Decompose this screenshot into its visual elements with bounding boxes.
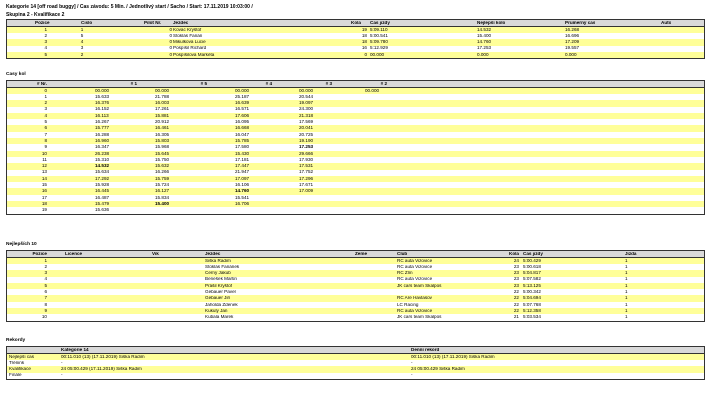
cell-lap-nr: 18 [41,201,47,206]
cell-best-3: Benešek Martin [205,277,237,282]
col-best-5: Club [397,251,408,256]
table-row [7,52,704,58]
cell-lap-time: 20.725 [299,132,314,137]
cell-rec-0: Kvalifikace [9,367,31,372]
cell-lap-time: 15.633 [95,94,110,99]
cell-best: 15.400 [477,33,492,38]
cell-lap-time: 26.238 [95,151,110,156]
cell-lap-nr: 0 [44,88,47,93]
best10-title: Nejlepších 10 [6,242,37,247]
cell-best-7: 5:04.817 [523,271,541,276]
cell-lap-time: 16.113 [95,113,109,118]
cell-best-8: 1 [625,308,628,313]
cell-lap-nr: 11 [42,157,47,162]
col-best-0: Pozice [32,251,47,256]
col-best-7: Cas jizdy [523,251,543,256]
cell-best-3: Cerný Jakub [205,271,231,276]
cell-lap-time: 15.634 [95,170,110,175]
cell-lap-nr: 3 [44,107,47,112]
col-cislo: Cislo [81,20,93,25]
cell-jezdec: Pospíšil Richard [173,46,207,51]
cell-lap-time: 15.430 [235,151,250,156]
cell-best-7: 5:00.342 [523,290,541,295]
col-best-3: Jezdec [205,251,221,256]
cell-avg: 17.209 [565,40,580,45]
cell-best-7: 5:04.694 [523,296,541,301]
cell-lap-time: 20.544 [299,94,314,99]
cell-best-3: Kukulý Jan [205,308,228,313]
cell-lap-time: 17.253 [299,145,314,150]
col-best-6: Kola [509,251,519,256]
cell-lap-time: 17.752 [299,170,314,175]
cell-cislo: 3 [80,46,84,51]
cell-jezdec: Stoklás Fanán [173,33,203,38]
col-rec-2: Denní rekord [411,347,440,352]
cell-lap-time: 14.760 [235,189,250,194]
cell-pozice: 2 [44,33,47,38]
cell-cas: 5:12.929 [370,46,388,51]
cell-lap-time: 15.968 [155,145,170,150]
cell-lap-time: 17.447 [235,164,250,169]
cell-rec-1: 00:11.010 (13) (17.11.2019) Šiška Radim [61,354,145,359]
cell-best-6: 23 [513,264,519,269]
cell-lap-time: 15.785 [235,138,250,143]
cell-lap-time: 00.000 [299,88,314,93]
cell-best: 0.000 [477,52,489,57]
cell-lap-time: 15.632 [155,164,170,169]
cell-best-8: 1 [625,290,628,295]
cell-best-7: 5:07.582 [523,277,541,282]
cell-lap-time: 15.636 [95,208,110,213]
cell-cislo: 2 [80,52,84,57]
cell-lap-nr: 16 [41,189,47,194]
cell-lap-time: 15.834 [155,195,170,200]
cell-pilot: 0 [169,33,172,38]
cell-best-5: RC Zlín [397,271,413,276]
cell-cas: 5:09.780 [370,40,388,45]
cell-best: 17.253 [477,46,492,51]
col-best-8: Jizda [625,251,637,256]
cell-rec-2: - [411,360,413,365]
cell-best-6: 22 [513,296,519,301]
cell-best: 14.760 [477,40,492,45]
best10-table [6,250,705,322]
cell-best-0: 10 [41,315,47,320]
cell-best-3: Stoklás Fanánek [205,264,240,269]
cell-best-0: 4 [44,277,47,282]
cell-lap-time: 15.645 [155,151,170,156]
cell-pozice: 3 [44,40,47,45]
cell-lap-nr: 6 [44,126,47,131]
cell-pilot: 0 [169,27,172,32]
cell-best-5: JK cars team Skalpos [397,315,442,320]
cell-lap-time: 15.759 [155,176,170,181]
col-prumerny-cas: Prumerný cas [565,20,596,25]
cell-lap-time: 17.930 [299,157,314,162]
cell-lap-nr: 10 [41,151,47,156]
cell-best-0: 8 [44,302,47,307]
cell-best-7: 5:03.534 [523,315,541,320]
cell-lap-time: 00.000 [365,88,380,93]
cell-lap-nr: 4 [44,113,47,118]
cell-best-8: 1 [625,258,628,263]
cell-lap-time: 20.912 [155,120,170,125]
table-row [7,314,704,320]
cell-lap-time: 16.445 [95,189,110,194]
cell-lap-time: 29.666 [299,151,314,156]
cell-lap-time: 16.668 [235,126,250,131]
cell-rec-0: Finále [9,373,22,378]
cell-best-8: 1 [625,296,628,301]
cell-best-6: 22 [513,308,519,313]
cell-lap-time: 15.724 [155,183,170,188]
laps-title: Casy kol [6,72,26,77]
cell-lap-time: 24.300 [299,107,314,112]
cell-lap-time: 16.305 [155,132,170,137]
cell-lap-time: 15.400 [155,201,170,206]
cell-best-8: 1 [625,277,628,282]
cell-lap-time: 14.532 [95,164,110,169]
cell-lap-time: 25.187 [235,94,250,99]
report-title: Kategorie 14 [off road buggy] / Cas závodu: 5 Min. / Jednotlivý start / Sacho / Start: 17.11.2019 10:03:00 / [6,4,253,10]
cell-best-5: RC auta Vizovice [397,277,433,282]
cell-best-7: 5:00.618 [523,264,541,269]
cell-lap-time: 00.000 [235,88,250,93]
cell-cislo: 5 [80,33,84,38]
cell-best-8: 1 [625,315,628,320]
cell-lap-time: 16.106 [235,183,250,188]
table-header-row [7,347,704,354]
cell-lap-time: 16.487 [95,195,110,200]
cell-lap-time: 16.347 [95,145,110,150]
cell-best-8: 1 [625,302,628,307]
cell-best-3: Šiška Radim [205,258,231,263]
records-title: Rekordy [6,338,26,343]
col-auto: Auto [661,20,672,25]
cell-avg: 16.268 [565,27,580,32]
cell-lap-time: 15.750 [155,157,170,162]
cell-rec-2: - [411,373,413,378]
cell-best-8: 1 [625,283,628,288]
cell-best-7: 5:00.429 [523,258,541,263]
cell-lap-time: 17.580 [235,145,250,150]
group-results-table [6,19,705,59]
col-lap-1: # 1 [130,81,137,86]
cell-best-6: 23 [513,271,519,276]
cell-lap-time: 17.181 [235,157,250,162]
cell-lap-time: 21.318 [299,113,314,118]
cell-lap-time: 16.127 [155,189,170,194]
cell-pozice: 1 [44,27,47,32]
table-row [7,207,704,213]
cell-rec-1: 24 05:00.429 (17.11.2019) Šiška Radim [61,367,142,372]
cell-best-0: 5 [44,283,47,288]
cell-lap-time: 00.000 [95,88,110,93]
cell-lap-time: 16.095 [235,120,250,125]
cell-rec-2: 00:11.010 (13) (17.11.2019) Šiška Radim [411,354,495,359]
cell-lap-nr: 12 [41,164,47,169]
cell-kola: 0 [364,52,367,57]
cell-lap-time: 17.531 [299,164,314,169]
cell-best-7: 5:07.768 [523,302,541,307]
cell-pilot: 0 [169,46,172,51]
cell-lap-time: 16.267 [95,120,110,125]
cell-rec-0: Trénink [9,360,25,365]
cell-lap-time: 17.296 [299,176,314,181]
col-pozice: Pozice [35,20,50,25]
cell-best-5: JK cars team Skalpos [397,283,442,288]
cell-rec-1: - [61,360,63,365]
cell-lap-nr: 8 [44,138,47,143]
col-best-1: Licence [65,251,83,256]
cell-lap-time: 15.310 [95,157,110,162]
cell-cas: 5:00.541 [370,33,388,38]
cell-lap-time: 15.803 [155,138,170,143]
cell-best-8: 1 [625,271,628,276]
cell-kola: 16 [361,46,367,51]
cell-lap-time: 19.097 [299,101,314,106]
cell-best-3: Kubala Marek [205,315,234,320]
cell-best-6: 24 [513,258,519,263]
cell-kola: 18 [361,33,367,38]
table-header-row [7,20,704,27]
cell-lap-time: 15.541 [235,195,250,200]
cell-cas: 5:09.110 [370,27,388,32]
cell-lap-nr: 19 [41,208,47,213]
cell-jezdec: Mikulková Lucie [173,40,206,45]
cell-lap-nr: 17 [41,195,47,200]
cell-lap-time: 16.047 [235,132,250,137]
cell-lap-time: 15.881 [155,113,170,118]
cell-lap-time: 16.376 [95,101,110,106]
cell-rec-2: 24 05:00.429 Šiška Radim [411,367,465,372]
cell-rec-1: - [61,373,63,378]
records-table [6,346,705,380]
col-kola: Kola [351,20,361,25]
cell-lap-time: 15.777 [95,126,110,131]
cell-lap-nr: 15 [41,183,47,188]
cell-best-6: 22 [513,302,519,307]
col-best-2: Vik [152,251,159,256]
cell-lap-time: 16.960 [95,138,110,143]
cell-best-3: Gebauer Jirí [205,296,231,301]
cell-pozice: 5 [44,52,47,57]
cell-lap-time: 15.479 [95,201,110,206]
cell-best-0: 3 [44,271,47,276]
col-best-4: Zeme [355,251,368,256]
table-header-row [7,251,704,258]
cell-lap-time: 17.009 [299,189,314,194]
table-row [7,373,704,379]
col-lap-4: # 3 [325,81,332,86]
cell-lap-time: 17.292 [95,176,110,181]
cell-best-6: 22 [513,290,519,295]
cell-best-3: Jaholda Zdenek [205,302,238,307]
group-title: Skupina 2 - Kvalifikace 2 [6,12,65,18]
cell-lap-time: 19.190 [299,138,314,143]
cell-best: 14.532 [477,27,492,32]
cell-avg: 19.557 [565,46,580,51]
cell-best-6: 23 [513,283,519,288]
cell-avg: 0.000 [565,52,577,57]
laps-table [6,80,705,215]
cell-lap-time: 20.041 [299,126,314,131]
cell-lap-time: 17.261 [155,107,170,112]
col-nejlepsi-kolo: Nejlepší kolo [477,20,506,25]
cell-lap-time: 16.571 [235,107,250,112]
cell-best-6: 23 [513,277,519,282]
cell-cas: 00.000 [370,52,385,57]
cell-jezdec: Kovác Kryštof [173,27,202,32]
cell-lap-time: 15.928 [95,183,110,188]
cell-best-3: Prášil Kryštof [205,283,233,288]
cell-best-5: RC auta Vizovice [397,258,433,263]
col-pilot: Pilot Nr. [144,20,162,25]
col-lap-2: # 5 [200,81,207,86]
col-lap-3: # 4 [265,81,272,86]
cell-best-7: 5:13.125 [523,283,541,288]
cell-lap-time: 16.266 [155,170,170,175]
cell-cislo: 1 [80,27,84,32]
cell-lap-time: 16.706 [235,201,250,206]
col-lap-0: # Nr. [37,81,47,86]
cell-lap-time: 21.788 [155,94,170,99]
cell-lap-time: 16.152 [95,107,110,112]
cell-lap-time: 16.003 [155,101,170,106]
table-header-row [7,81,704,88]
cell-kola: 19 [361,27,367,32]
cell-lap-nr: 2 [44,101,47,106]
col-cas-jizdy: Cas jizdy [370,20,390,25]
cell-lap-time: 17.569 [299,120,314,125]
cell-best-8: 1 [625,264,628,269]
cell-best-0: 6 [44,290,47,295]
cell-best-0: 2 [44,264,47,269]
cell-lap-time: 16.639 [235,101,250,106]
cell-lap-nr: 13 [41,170,47,175]
cell-cislo: 4 [80,40,84,45]
cell-lap-nr: 5 [44,120,47,125]
cell-best-5: RC Are Havlasov [397,296,432,301]
cell-best-0: 9 [44,308,47,313]
cell-pilot: 0 [169,40,172,45]
cell-lap-time: 00.000 [155,88,170,93]
cell-lap-time: 16.288 [95,132,110,137]
cell-kola: 18 [361,40,367,45]
cell-lap-time: 17.606 [235,113,250,118]
cell-lap-nr: 14 [41,176,47,181]
cell-lap-nr: 7 [44,132,47,137]
cell-pilot: 0 [169,52,172,57]
cell-best-5: LC Racing [397,302,419,307]
cell-avg: 16.696 [565,33,580,38]
cell-lap-nr: 1 [44,94,47,99]
col-rec-1: Kategorie 14 [61,347,89,352]
cell-lap-nr: 9 [44,145,47,150]
cell-best-6: 21 [513,315,519,320]
cell-best-5: RC auta Vizovice [397,264,433,269]
cell-best-0: 7 [44,296,47,301]
cell-lap-time: 17.097 [235,176,250,181]
col-jezdec: Jezdec [173,20,189,25]
cell-pozice: 4 [44,46,47,51]
cell-lap-time: 17.671 [299,183,314,188]
cell-lap-time: 16.461 [155,126,170,131]
cell-rec-0: Nejlepší cas [9,354,35,359]
cell-best-0: 1 [44,258,47,263]
cell-jezdec: Pospíšilová Markéta [173,52,215,57]
cell-best-5: RC auta Vizovice [397,308,433,313]
cell-best-3: Gebauer Pavel [205,290,236,295]
cell-lap-time: 21.947 [235,170,250,175]
col-lap-5: # 2 [380,81,387,86]
cell-best-7: 5:12.358 [523,308,541,313]
